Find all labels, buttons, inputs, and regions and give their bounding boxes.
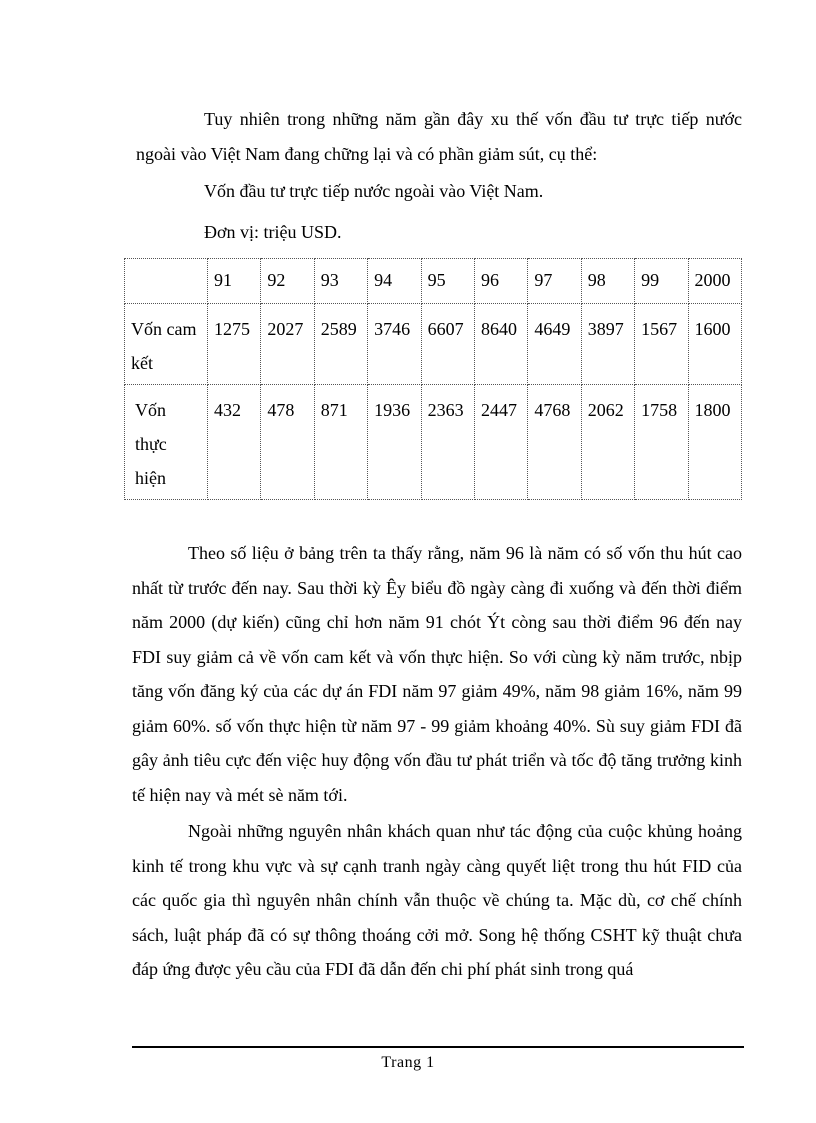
year-cell: 94 [368, 259, 421, 304]
value-cell: 6607 [421, 304, 474, 385]
year-cell: 93 [314, 259, 367, 304]
value-cell: 2363 [421, 385, 474, 500]
intro-paragraph: Tuy nhiên trong những năm gần đây xu thế vốn đầu tư trực tiếp nước ngoài vào Việt Nam đang chững lại và có phần giảm sút, cụ thể: [136, 109, 742, 164]
value-cell: 2447 [474, 385, 527, 500]
value-cell: 3897 [581, 304, 634, 385]
value-cell: 4768 [528, 385, 581, 500]
value-cell: 1936 [368, 385, 421, 500]
year-cell: 98 [581, 259, 634, 304]
page-number: Trang 1 [381, 1054, 435, 1071]
body-paragraph-2: Ngoài những nguyên nhân khách quan như tác động của cuộc khủng hoảng kinh tế trong khu vực và sự cạnh tranh ngày càng quyết liệt trong thu hút FID của các quốc gia thì nguyên nhân chính vẫn thuộc về chúng ta. Mặc dù, cơ chế chính sách, luật pháp đã có sự thông thoáng cởi mở. Song hệ thống CSHT kỹ thuật chưa đáp ứng được yêu cầu của FDI đã dẫn đến chi phí phát sinh trong quá [132, 821, 742, 979]
table-row [125, 385, 742, 500]
year-cell: 92 [261, 259, 314, 304]
value-cell: 2027 [261, 304, 314, 385]
value-cell: 432 [208, 385, 261, 500]
footer-rule [132, 1046, 744, 1048]
value-cell: 871 [314, 385, 367, 500]
table-title: Vốn đầu tư trực tiếp nước ngoài vào Việt Nam. [204, 181, 544, 201]
header-corner-cell [125, 259, 208, 304]
value-cell: 1275 [208, 304, 261, 385]
value-cell: 1600 [688, 304, 741, 385]
value-cell: 1567 [635, 304, 688, 385]
value-cell: 3746 [368, 304, 421, 385]
table-row [125, 304, 742, 385]
value-cell: 2062 [581, 385, 634, 500]
value-cell: 478 [261, 385, 314, 500]
body-paragraph-1: Theo số liệu ở bảng trên ta thấy rằng, năm 96 là năm có số vốn thu hút cao nhất từ trước đến nay. Sau thời kỳ Êy biểu đồ ngày càng đi xuống và đến thời điểm năm 2000 (dự kiến) cũng chỉ hơn năm 91 chót Ýt còng sau thời điểm 96 đến nay FDI suy giảm cả về vốn cam kết và vốn thực hiện. So với cùng kỳ năm trước, nbịp tăng vốn đăng ký của các dự án FDI năm 97 giảm 49%, năm 98 giảm 16%, năm 99 giảm 60%. số vốn thực hiện từ năm 97 - 99 giảm khoảng 40%. Sù suy giảm FDI đã gây ảnh tiêu cực đến việc huy động vốn đầu tư phát triển và tốc độ tăng trưởng kinh tế hiện nay và mét sè năm tới. [132, 543, 742, 805]
value-cell: 2589 [314, 304, 367, 385]
unit-note: Đơn vị: triệu USD. [204, 222, 342, 242]
row-label-cell: Vốn cam kết [125, 304, 208, 385]
value-cell: 1758 [635, 385, 688, 500]
year-cell: 95 [421, 259, 474, 304]
fdi-table [124, 258, 742, 500]
value-cell: 4649 [528, 304, 581, 385]
value-cell: 1800 [688, 385, 741, 500]
year-cell: 91 [208, 259, 261, 304]
value-cell: 8640 [474, 304, 527, 385]
table-header-row [125, 259, 742, 304]
year-cell: 99 [635, 259, 688, 304]
row-label-cell: Vốn thực hiện [125, 385, 208, 500]
year-cell: 97 [528, 259, 581, 304]
year-cell: 96 [474, 259, 527, 304]
year-cell: 2000 [688, 259, 741, 304]
